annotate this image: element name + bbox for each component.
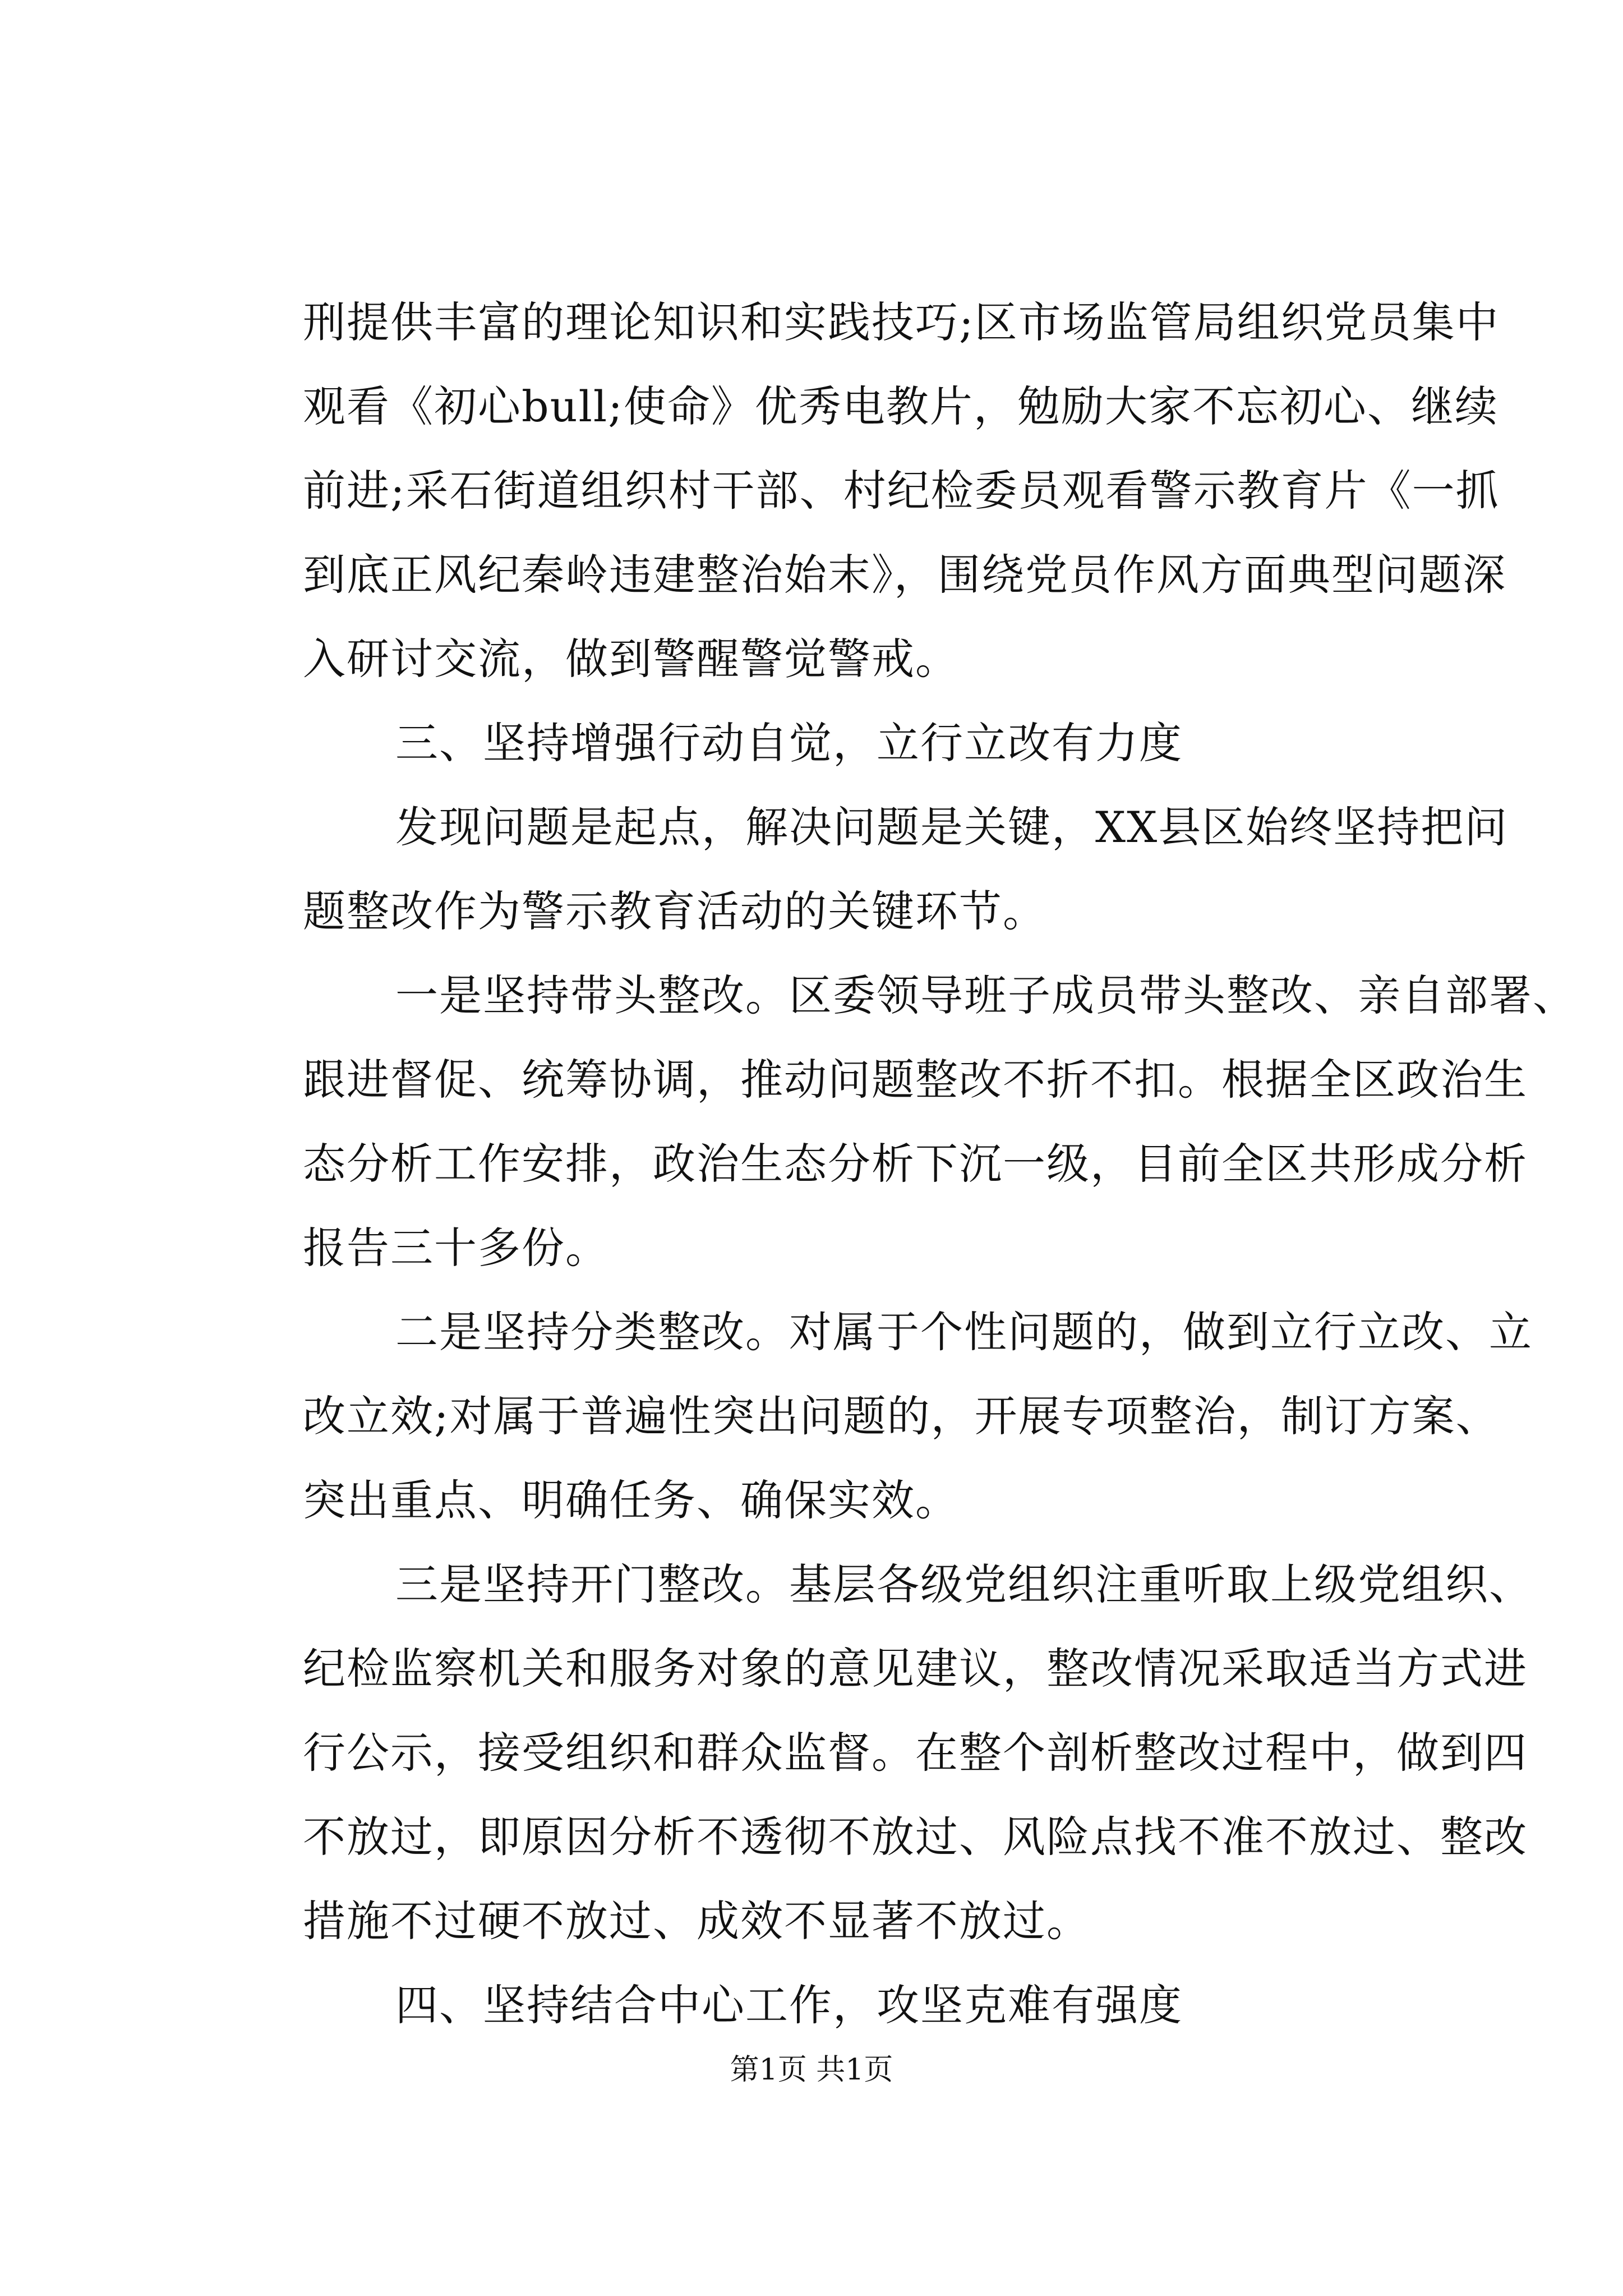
paragraph-first-line: 发现问题是起点，解决问题是关键，XX县区始终坚持把问 [395, 802, 1509, 852]
body-text-line: 纪检监察机关和服务对象的意见建议，整改情况采取适当方式进 [303, 1644, 1528, 1694]
body-text-line: 题整改作为警示教育活动的关键环节。 [303, 886, 1046, 936]
body-text-line: 到底正风纪秦岭违建整治始末》，围绕党员作风方面典型问题深 [303, 550, 1506, 600]
body-text-line: 跟进督促、统筹协调，推动问题整改不折不扣。根据全区政治生 [303, 1055, 1528, 1105]
body-text-line: 行公示，接受组织和群众监督。在整个剖析整改过程中，做到四 [303, 1728, 1528, 1778]
body-text-line: 态分析工作安排，政治生态分析下沉一级，目前全区共形成分析 [303, 1139, 1528, 1189]
document-body [303, 280, 1576, 2047]
body-text-line: 改立效;对属于普遍性突出问题的，开展专项整治，制订方案、 [303, 1391, 1500, 1441]
body-text-line: 观看《初心bull;使命》优秀电教片，勉励大家不忘初心、继续 [303, 381, 1498, 431]
paragraph-first-line: 三是坚持开门整改。基层各级党组织注重听取上级党组织、 [395, 1559, 1533, 1609]
body-text-line: 前进;采石街道组织村干部、村纪检委员观看警示教育片《一抓 [303, 466, 1500, 516]
body-text-line: 入研讨交流，做到警醒警觉警戒。 [303, 634, 959, 684]
body-text-line: 刑提供丰富的理论知识和实践技巧;区市场监管局组织党员集中 [303, 297, 1500, 347]
body-text-line: 突出重点、明确任务、确保实效。 [303, 1475, 959, 1525]
body-text-line: 不放过，即原因分析不透彻不放过、风险点找不准不放过、整改 [303, 1812, 1528, 1862]
paragraph-first-line: 一是坚持带头整改。区委领导班子成员带头整改、亲自部署、 [395, 970, 1576, 1020]
section-heading: 四、坚持结合中心工作，攻坚克难有强度 [395, 1980, 1183, 2030]
body-text-line: 措施不过硬不放过、成效不显著不放过。 [303, 1896, 1090, 1946]
page-footer: 第1页 共1页 [730, 2053, 893, 2087]
section-heading: 三、坚持增强行动自觉，立行立改有力度 [395, 718, 1183, 768]
body-text-line: 报告三十多份。 [303, 1223, 609, 1273]
paragraph-first-line: 二是坚持分类整改。对属于个性问题的，做到立行立改、立 [395, 1307, 1533, 1357]
